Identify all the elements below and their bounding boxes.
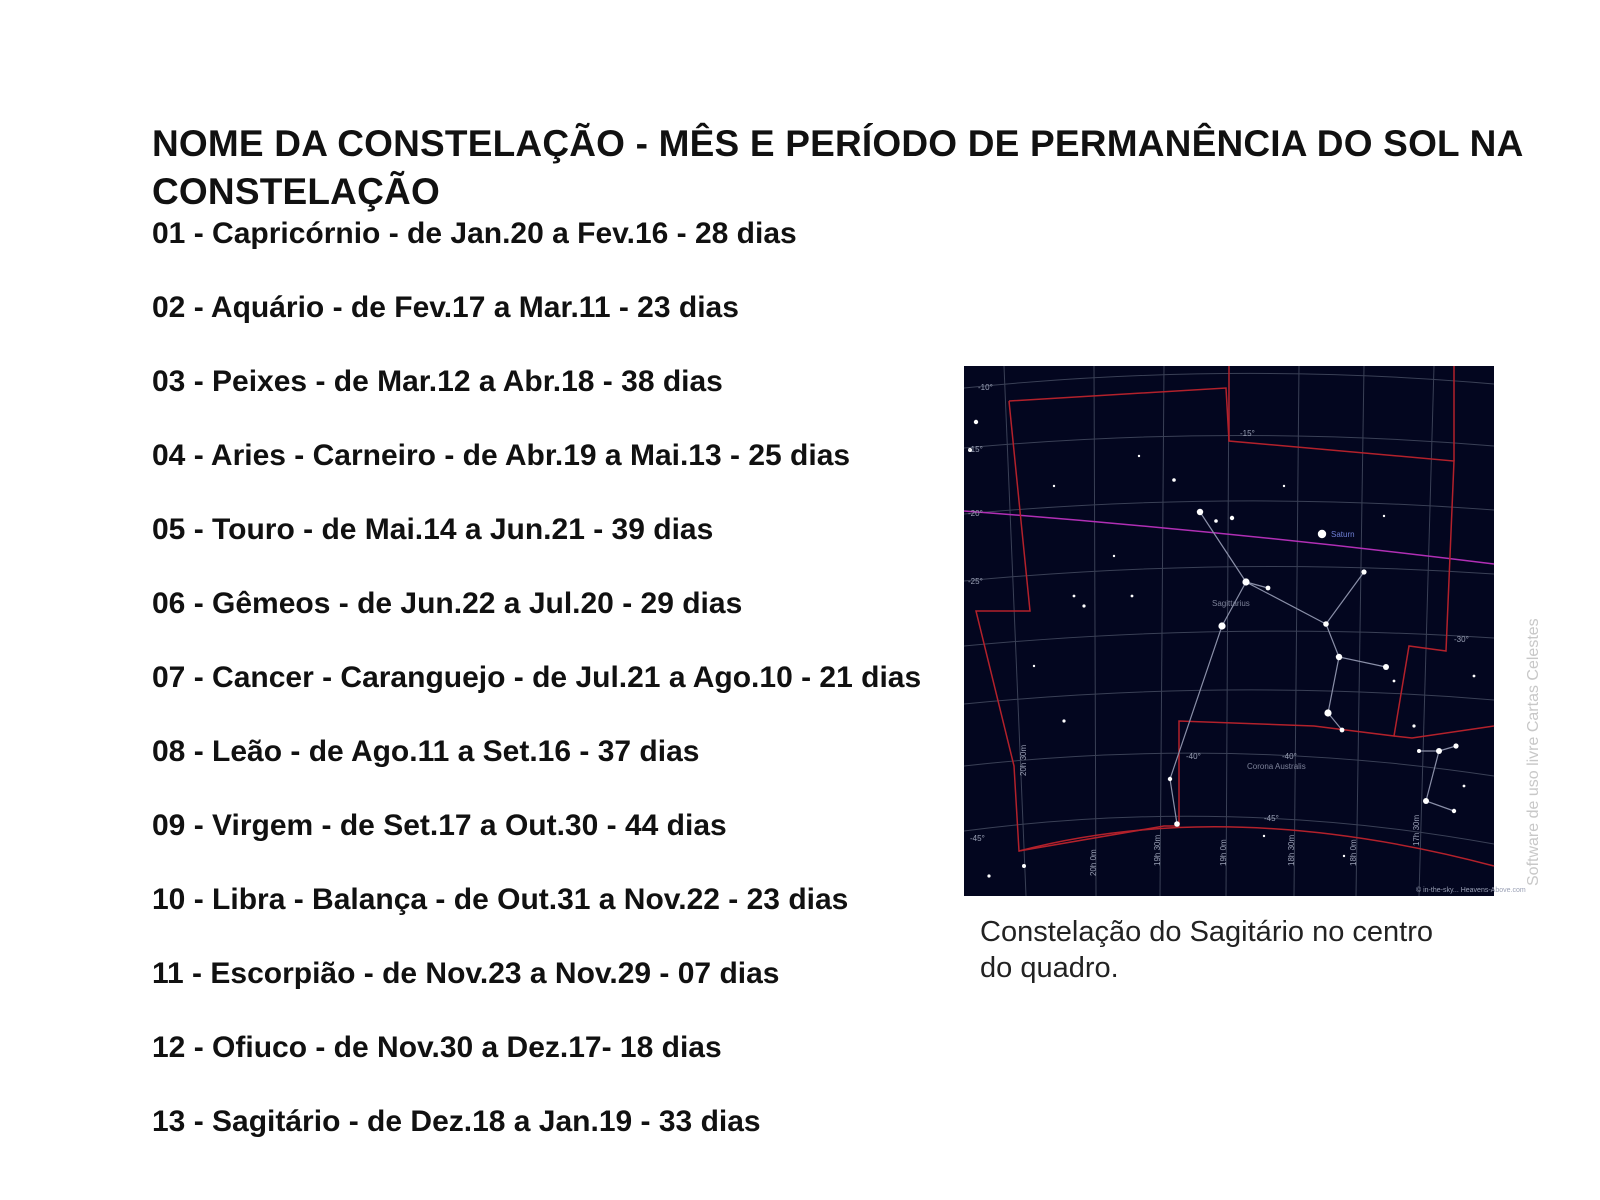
saturn-label: Saturn [1331, 530, 1355, 539]
dec-label: -25° [968, 577, 983, 586]
ra-label: 18h 0m [1349, 839, 1358, 866]
dec-label: -40° [1186, 752, 1201, 761]
dec-label: -20° [968, 509, 983, 518]
ra-label: 17h 30m [1412, 814, 1421, 846]
sagittarius-star-chart [964, 366, 1526, 896]
list-item: 13 - Sagitário - de Dez.18 a Jan.19 - 33 dias [152, 1105, 761, 1138]
ra-label: 19h 30m [1153, 834, 1162, 866]
dec-label: -45° [1264, 814, 1279, 823]
ra-label: 18h 30m [1287, 834, 1296, 866]
page-title: NOME DA CONSTELAÇÃO - MÊS E PERÍODO DE PERMANÊNCIA DO SOL NA CONSTELAÇÃO [152, 123, 1523, 212]
image-caption: Constelação do Sagitário no centro do quadro. [980, 916, 1434, 984]
dec-label: -30° [1454, 635, 1469, 644]
software-watermark: Software de uso livre Cartas Celestes [1525, 618, 1542, 886]
dec-label: -40° [1282, 752, 1297, 761]
dec-label: -45° [970, 834, 985, 843]
list-item: 10 - Libra - Balança - de Out.31 a Nov.22 - 23 dias [152, 883, 849, 916]
list-item: 03 - Peixes - de Mar.12 a Abr.18 - 38 dias [152, 365, 723, 398]
list-item: 07 - Cancer - Caranguejo - de Jul.21 a Ago.10 - 21 dias [152, 661, 922, 694]
constellation-list [152, 214, 921, 1176]
chart-credit: © in-the-sky... Heavens-Above.com [1416, 887, 1526, 894]
star-chart-svg [964, 366, 1526, 896]
corona-australis-label: Corona Australis [1247, 762, 1306, 771]
dec-label: -10° [978, 383, 993, 392]
ra-label: 20h 0m [1089, 849, 1098, 876]
ra-label: 20h 30m [1019, 744, 1028, 776]
list-item: 08 - Leão - de Ago.11 a Set.16 - 37 dias [152, 735, 700, 768]
list-item: 06 - Gêmeos - de Jun.22 a Jul.20 - 29 dias [152, 587, 743, 620]
list-item: 09 - Virgem - de Set.17 a Out.30 - 44 dias [152, 809, 727, 842]
list-item: 11 - Escorpião - de Nov.23 a Nov.29 - 07 dias [152, 957, 780, 990]
list-item: 05 - Touro - de Mai.14 a Jun.21 - 39 dias [152, 513, 714, 546]
dec-label: -15° [1240, 429, 1255, 438]
list-item: 01 - Capricórnio - de Jan.20 a Fev.16 - 28 dias [152, 217, 797, 250]
list-item: 02 - Aquário - de Fev.17 a Mar.11 - 23 dias [152, 291, 739, 324]
list-item: 12 - Ofiuco - de Nov.30 a Dez.17- 18 dias [152, 1031, 722, 1064]
saturn-marker [1318, 530, 1326, 538]
sagittarius-label: Sagittarius [1212, 599, 1250, 608]
list-item: 04 - Aries - Carneiro - de Abr.19 a Mai.13 - 25 dias [152, 439, 851, 472]
ra-label: 19h 0m [1219, 839, 1228, 866]
dec-label: -15° [968, 445, 983, 454]
